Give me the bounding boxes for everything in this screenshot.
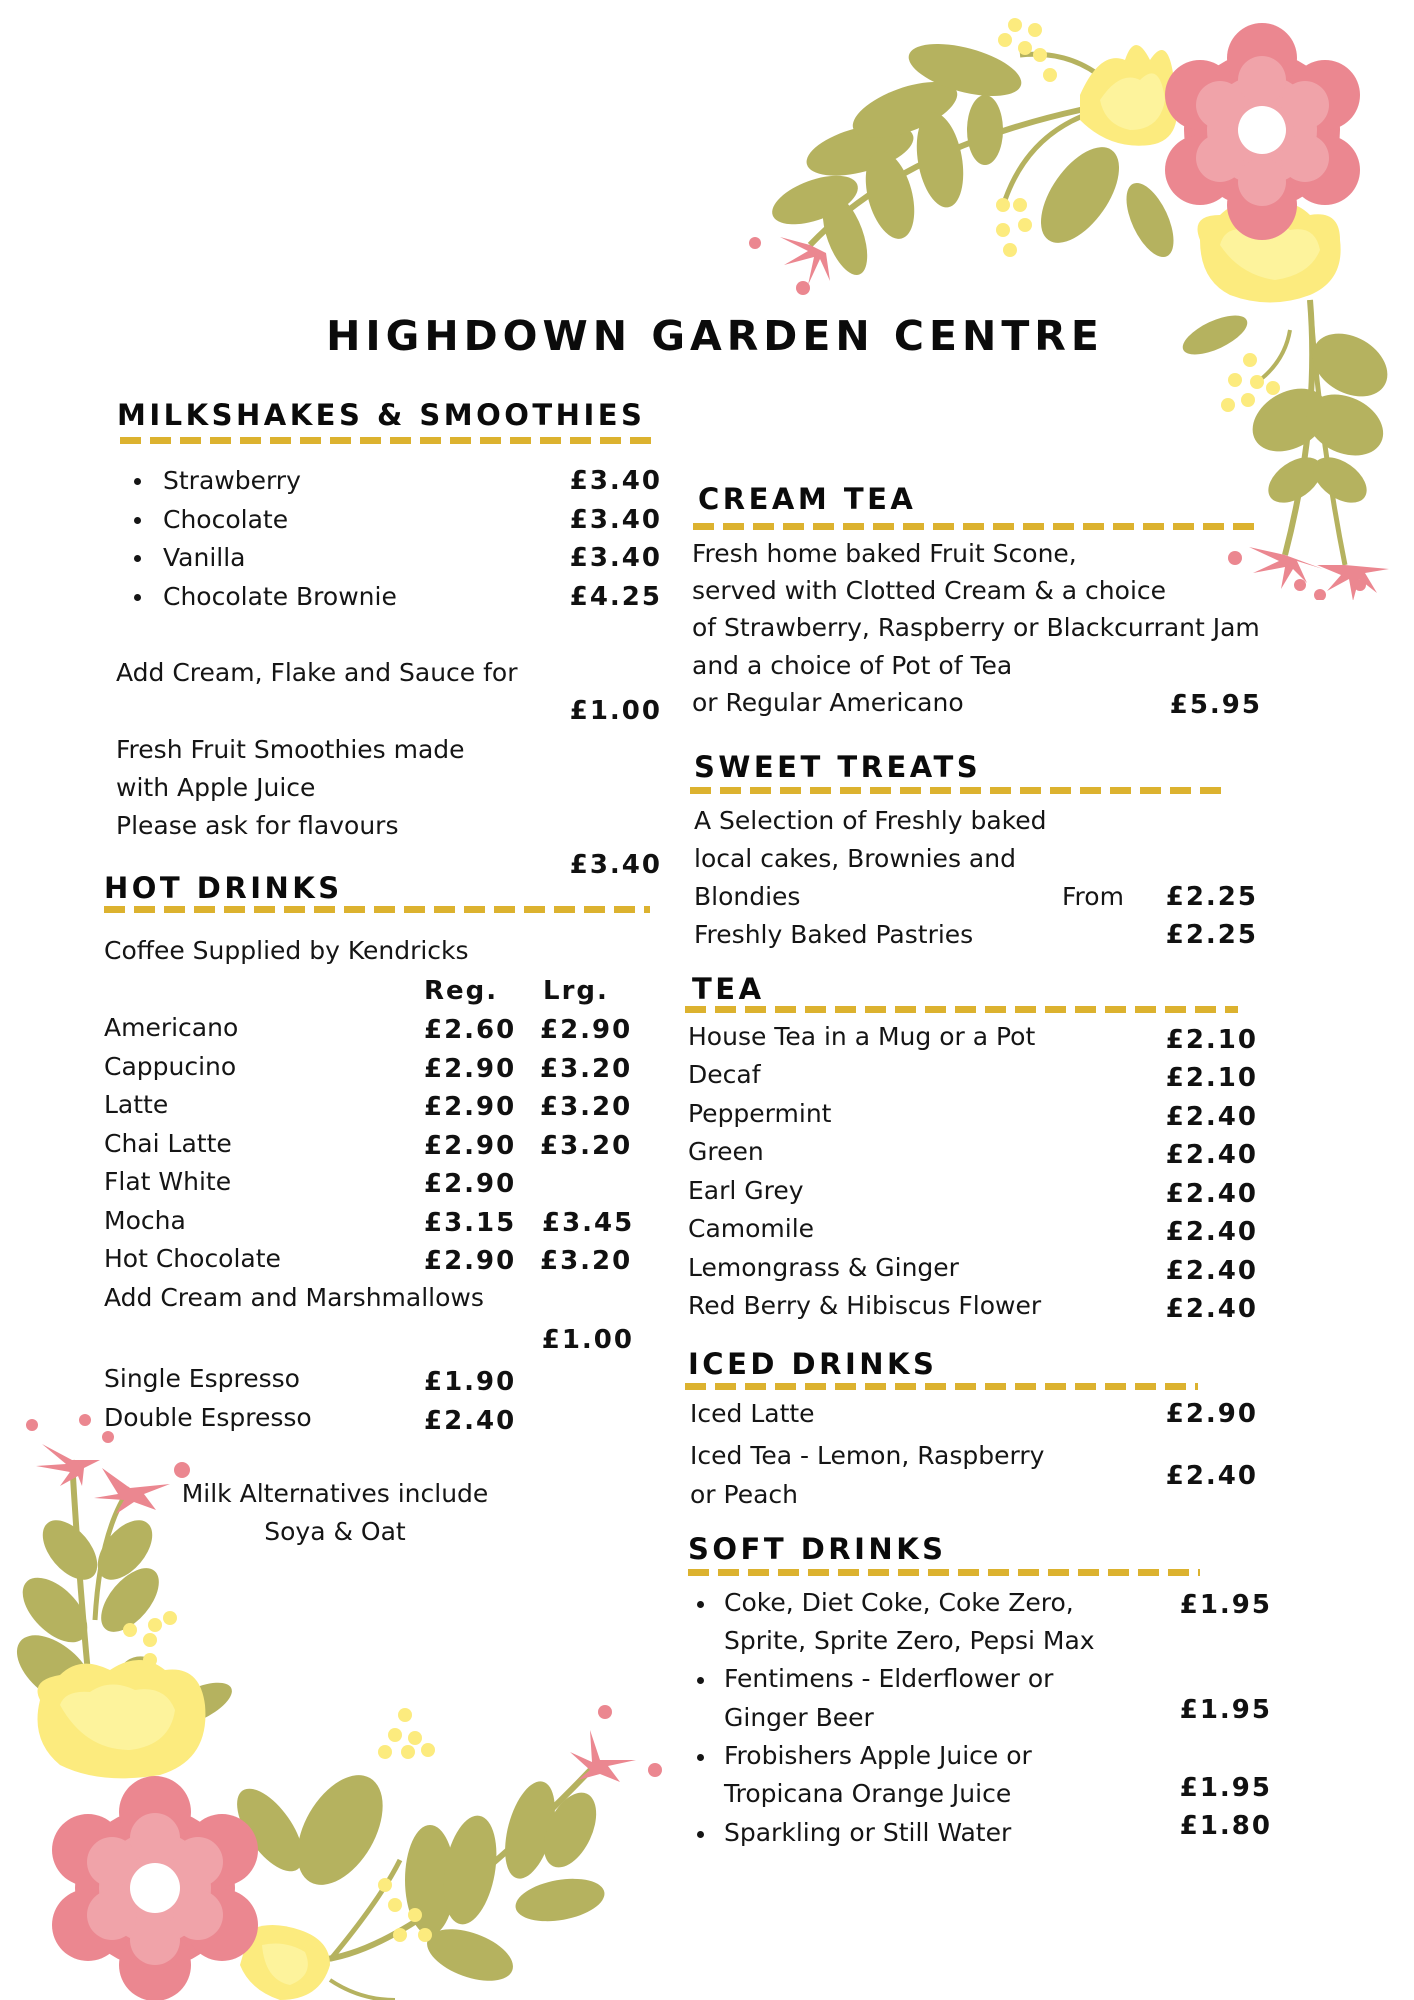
price-regular: £2.90	[424, 1169, 517, 1199]
section-heading-hot-drinks: HOT DRINKS	[104, 871, 343, 905]
menu-item-price: £2.40	[1165, 1179, 1258, 1209]
bullet-icon	[134, 594, 141, 601]
milk-alternatives-note: Milk Alternatives include	[181, 1479, 489, 1508]
menu-item-name: Chocolate	[163, 505, 289, 534]
price-regular: £2.90	[424, 1054, 517, 1084]
menu-item-price: £2.40	[1165, 1256, 1258, 1286]
menu-item-price: £2.10	[1165, 1025, 1258, 1055]
milk-alternatives-note: Soya & Oat	[264, 1517, 406, 1546]
bullet-icon	[697, 1754, 704, 1761]
price-regular: £2.90	[424, 1092, 517, 1122]
menu-item-name: Iced Tea - Lemon, Raspberry	[690, 1441, 1045, 1470]
section-heading-iced-drinks: ICED DRINKS	[688, 1347, 938, 1381]
menu-item-price: £1.80	[1179, 1811, 1272, 1841]
menu-item-price: £4.25	[569, 582, 662, 612]
sweet-treats-description: A Selection of Freshly baked	[694, 806, 1047, 835]
addon-text: Add Cream and Marshmallows	[104, 1283, 484, 1312]
menu-item-name: Lemongrass & Ginger	[688, 1253, 959, 1282]
menu-item-name: Earl Grey	[688, 1176, 804, 1205]
menu-item-name: Americano	[104, 1013, 239, 1042]
divider-soft-drinks	[688, 1569, 1200, 1576]
menu-item-name: Fentimens - Elderflower or	[724, 1664, 1054, 1693]
price-regular: £3.15	[424, 1208, 517, 1238]
menu-item-price: £1.90	[424, 1367, 517, 1397]
menu-item-name: Flat White	[104, 1167, 232, 1196]
from-label: From	[1062, 882, 1124, 911]
divider-iced-drinks	[685, 1383, 1198, 1390]
menu-item-price: £2.40	[1165, 1102, 1258, 1132]
smoothie-price: £3.40	[569, 850, 662, 880]
bullet-icon	[134, 478, 141, 485]
section-heading-soft-drinks: SOFT DRINKS	[688, 1532, 947, 1566]
sweet-treats-price: £2.25	[1165, 882, 1258, 912]
sweet-treats-description: Blondies	[694, 882, 801, 911]
menu-item-name: Frobishers Apple Juice or	[724, 1741, 1032, 1770]
price-large: £2.90	[540, 1015, 633, 1045]
price-regular: £2.90	[424, 1246, 517, 1276]
smoothie-description: Please ask for flavours	[116, 811, 399, 840]
bullet-icon	[697, 1831, 704, 1838]
smoothie-description: with Apple Juice	[116, 773, 316, 802]
bullet-icon	[134, 555, 141, 562]
menu-item-name: House Tea in a Mug or a Pot	[688, 1022, 1036, 1051]
menu-item-price: £2.40	[424, 1406, 517, 1436]
column-header-large: Lrg.	[543, 976, 609, 1006]
menu-item-name: Double Espresso	[104, 1403, 312, 1432]
menu-item-name: Tropicana Orange Juice	[724, 1779, 1012, 1808]
cream-tea-description: and a choice of Pot of Tea	[692, 651, 1013, 680]
menu-item-price: £2.90	[1165, 1399, 1258, 1429]
menu-item-name: Chai Latte	[104, 1129, 232, 1158]
menu-item-name: Iced Latte	[690, 1399, 815, 1428]
menu-item-price: £3.40	[569, 466, 662, 496]
price-large: £3.45	[542, 1208, 635, 1238]
cream-tea-description: served with Clotted Cream & a choice	[692, 576, 1167, 605]
menu-item-name: Latte	[104, 1090, 169, 1119]
menu-item-name: Camomile	[688, 1214, 815, 1243]
menu-item-name: Ginger Beer	[724, 1703, 874, 1732]
cream-tea-description: of Strawberry, Raspberry or Blackcurrant Jam	[692, 613, 1260, 642]
addon-price: £1.00	[541, 1325, 634, 1355]
menu-item-name: Cappucino	[104, 1052, 237, 1081]
page-title: HIGHDOWN GARDEN CENTRE	[326, 312, 1104, 360]
divider-tea	[685, 1006, 1238, 1013]
bullet-icon	[697, 1677, 704, 1684]
menu-item-name: Chocolate Brownie	[163, 582, 397, 611]
cream-tea-price: £5.95	[1169, 690, 1262, 720]
menu-item-price: £2.40	[1165, 1294, 1258, 1324]
smoothie-description: Fresh Fruit Smoothies made	[116, 735, 465, 764]
menu-item-name: Peppermint	[688, 1099, 832, 1128]
menu-item-name: Mocha	[104, 1206, 186, 1235]
menu-item-price: £2.40	[1165, 1140, 1258, 1170]
cream-tea-description: or Regular Americano	[692, 688, 964, 717]
price-large: £3.20	[540, 1131, 633, 1161]
menu-item-price: £1.95	[1179, 1590, 1272, 1620]
menu-item-name: Single Espresso	[104, 1364, 300, 1393]
divider-hot-drinks	[104, 906, 650, 913]
menu-item-price: £2.40	[1165, 1217, 1258, 1247]
menu-item-name: Green	[688, 1137, 764, 1166]
menu-item-name: Sparkling or Still Water	[724, 1818, 1012, 1847]
menu-item-price: £1.95	[1179, 1773, 1272, 1803]
menu-item-name: Red Berry & Hibiscus Flower	[688, 1291, 1042, 1320]
addon-price: £1.00	[569, 696, 662, 726]
section-heading-milkshakes: MILKSHAKES & SMOOTHIES	[117, 398, 646, 432]
menu-item-name: Sprite, Sprite Zero, Pepsi Max	[724, 1626, 1095, 1655]
menu-item-name: Hot Chocolate	[104, 1244, 281, 1273]
menu-item-name: Vanilla	[163, 543, 246, 572]
menu-item-name: Coke, Diet Coke, Coke Zero,	[724, 1588, 1074, 1617]
menu-item-price: £2.25	[1165, 920, 1258, 950]
menu-item-name: or Peach	[690, 1480, 798, 1509]
column-header-regular: Reg.	[424, 976, 499, 1006]
price-large: £3.20	[540, 1054, 633, 1084]
price-regular: £2.90	[424, 1131, 517, 1161]
menu-item-price: £2.40	[1165, 1461, 1258, 1491]
price-large: £3.20	[540, 1246, 633, 1276]
addon-text: Add Cream, Flake and Sauce for	[116, 658, 518, 687]
divider-sweet-treats	[690, 787, 1226, 794]
menu-item-name: Strawberry	[163, 466, 301, 495]
divider-cream-tea	[693, 523, 1255, 530]
coffee-supplier: Coffee Supplied by Kendricks	[104, 936, 469, 965]
divider-milkshakes	[120, 437, 660, 444]
sweet-treats-description: local cakes, Brownies and	[694, 844, 1016, 873]
bullet-icon	[134, 517, 141, 524]
section-heading-cream-tea: CREAM TEA	[698, 482, 917, 516]
price-regular: £2.60	[424, 1015, 517, 1045]
section-heading-sweet-treats: SWEET TREATS	[694, 750, 982, 784]
menu-item-name: Decaf	[688, 1060, 761, 1089]
menu-item-price: £1.95	[1179, 1695, 1272, 1725]
section-heading-tea: TEA	[692, 972, 765, 1006]
menu-item-price: £3.40	[569, 543, 662, 573]
menu-item-price: £2.10	[1165, 1063, 1258, 1093]
price-large: £3.20	[540, 1092, 633, 1122]
cream-tea-description: Fresh home baked Fruit Scone,	[692, 539, 1077, 568]
menu-item-name: Freshly Baked Pastries	[694, 920, 974, 949]
bullet-icon	[697, 1601, 704, 1608]
menu-item-price: £3.40	[569, 505, 662, 535]
